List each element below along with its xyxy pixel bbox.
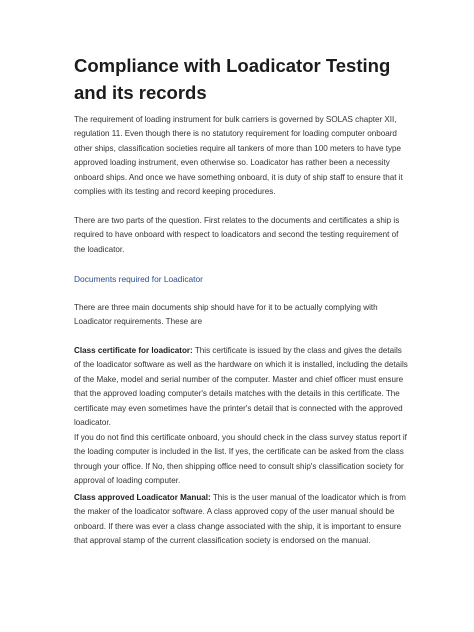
- missing-certificate-paragraph: If you do not find this certificate onboard, you should check in the class survey status report if the loading computer is included in the list. If yes, the certificate can be asked from the class through your office. If No, then shipping office need to consult ship's classification society for approval of loading computer.: [74, 433, 407, 486]
- class-certificate-text: This certificate is issued by the class and gives the details of the loadicator software as well as the hardware on which it is installed, including the details of the Make, model and serial number of the computer. Master and chief officer must ensure that the approved loading computer's details matches with the details in this certificate. The certificate may even sometimes have the printer's detail that is connected with the approved loadicator.: [74, 346, 408, 428]
- documents-intro-paragraph: There are three main documents ship should have for it to be actually complying with Loadicator requirements. These are: [74, 303, 378, 327]
- loadicator-manual-text: This is the user manual of the loadicator which is from the maker of the loadicator software. A class approved copy of the user manual should be onboard. If there was ever a class change associated with the ship, it is important to ensure that approval stamp of the current classification society is endorsed on the manual.: [74, 493, 406, 546]
- class-certificate-lead: Class certificate for loadicator:: [74, 346, 193, 355]
- section-heading-documents: Documents required for Loadicator: [74, 274, 203, 284]
- intro-paragraph: The requirement of loading instrument for bulk carriers is governed by SOLAS chapter XII, regulation 11. Even though there is no statutory requirement for loading computer onboard other ships, classification societies require all tankers of more than 100 meters to have type approved loading instrument, even otherwise so. Loadicator has rather been a necessity onboard ships. And once we have something onboard, it is duty of ship staff to ensure that it complies with its testing and record keeping procedures.: [74, 115, 403, 197]
- class-certificate-paragraph: [74, 344, 408, 430]
- question-paragraph: There are two parts of the question. First relates to the documents and certificates a ship is required to have onboard with respect to loadicators and second the testing requirement of the loadicator.: [74, 216, 400, 254]
- loadicator-manual-paragraph: [74, 491, 408, 549]
- article-title: Compliance with Loadicator Testing and its records: [74, 55, 391, 103]
- loadicator-manual-lead: Class approved Loadicator Manual:: [74, 493, 211, 502]
